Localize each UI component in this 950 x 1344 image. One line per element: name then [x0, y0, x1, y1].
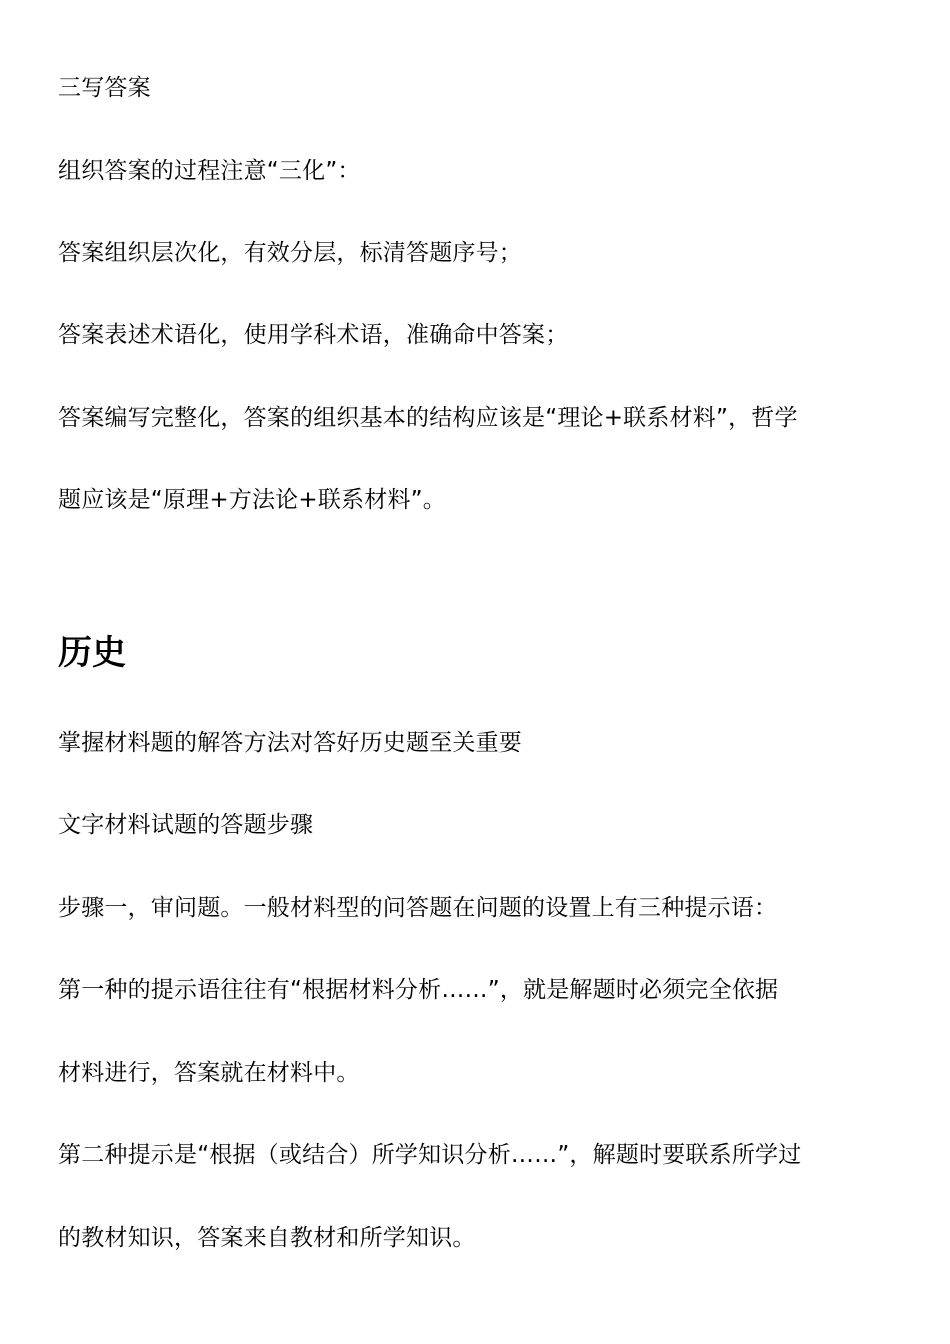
paragraph-completeness-cont: 题应该是“原理+方法论+联系材料”。: [58, 487, 446, 513]
paragraph-completeness: 答案编写完整化，答案的组织基本的结构应该是“理论+联系材料”，哲学: [58, 405, 798, 431]
paragraph-layered: 答案组织层次化，有效分层，标清答题序号；: [58, 240, 522, 266]
paragraph-three-principles: 组织答案的过程注意“三化”：: [58, 158, 361, 184]
section-heading-history: 历史: [58, 633, 126, 673]
paragraph-material-method: 掌握材料题的解答方法对答好历史题至关重要: [58, 730, 522, 756]
paragraph-text-material-steps: 文字材料试题的答题步骤: [58, 812, 314, 838]
paragraph-step-one: 步骤一，审问题。一般材料型的问答题在问题的设置上有三种提示语：: [58, 895, 778, 921]
paragraph-first-hint: 第一种的提示语往往有“根据材料分析……”，就是解题时必须完全依据: [58, 977, 779, 1003]
paragraph-second-hint-cont: 的教材知识，答案来自教材和所学知识。: [58, 1225, 476, 1251]
paragraph-terminology: 答案表述术语化，使用学科术语，准确命中答案；: [58, 322, 569, 348]
paragraph-write-answer: 三写答案: [58, 75, 151, 101]
paragraph-first-hint-cont: 材料进行，答案就在材料中。: [58, 1060, 360, 1086]
paragraph-second-hint: 第二种提示是“根据（或结合）所学知识分析……”，解题时要联系所学过: [58, 1142, 802, 1168]
